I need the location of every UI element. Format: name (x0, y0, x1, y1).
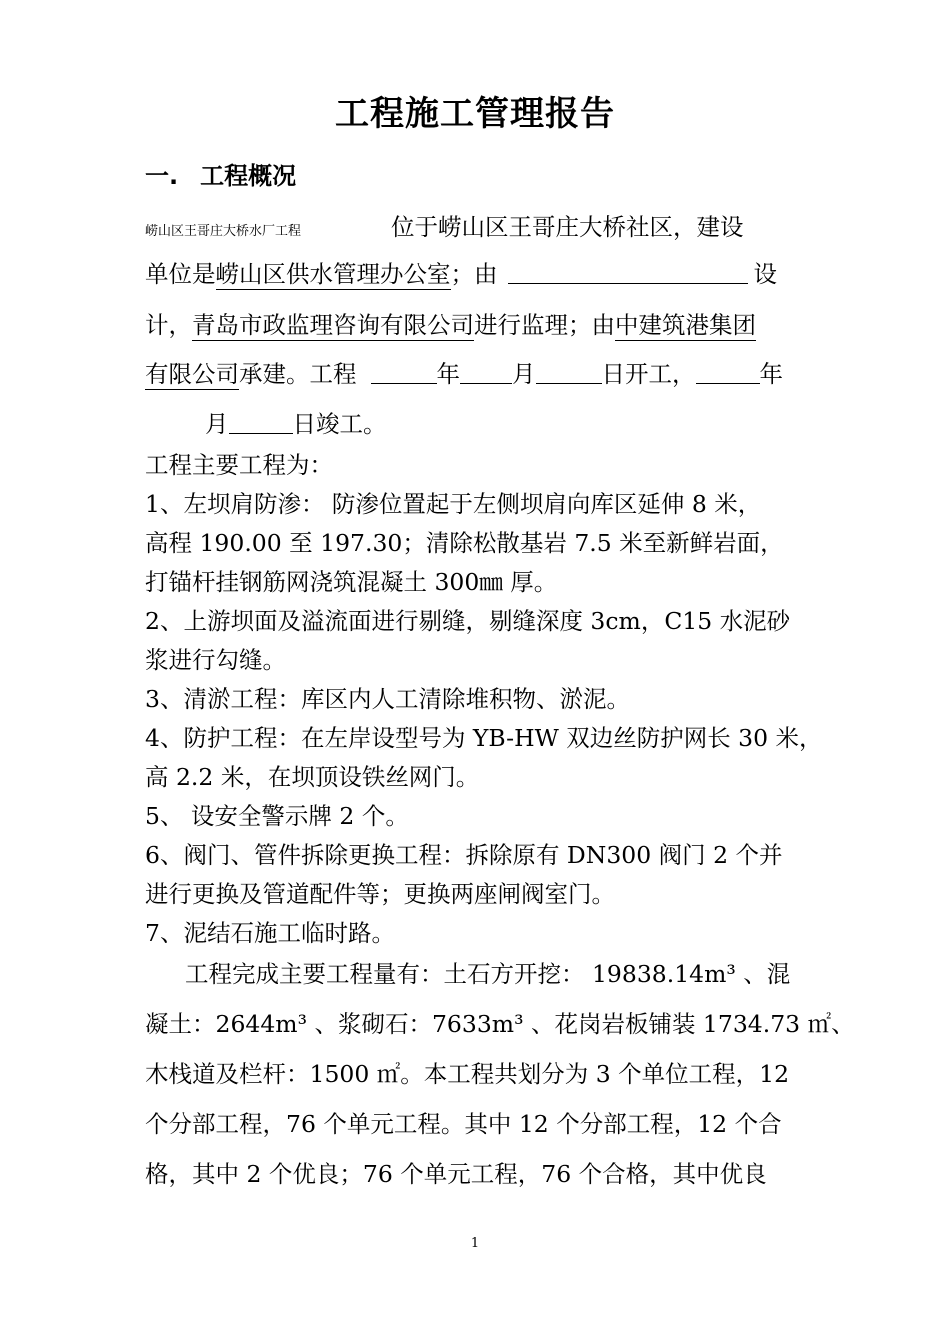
project-location: 位于崂山区王哥庄大桥社区，建设 (391, 213, 744, 241)
section-heading (145, 156, 296, 191)
main-works-line: 打锚杆挂钢筋网浇筑混凝土 300㎜ 厚。 (145, 568, 558, 596)
text-segment: 月 (205, 410, 229, 438)
text-segment: 年 (436, 360, 460, 388)
text-segment: 单位是 (145, 260, 216, 288)
section-label: 工程概况 (200, 162, 297, 190)
text-segment: ；由 (450, 260, 498, 288)
text-segment: 承建。工程 (239, 360, 357, 388)
main-works-line: 浆进行勾缝。 (145, 646, 286, 674)
page-title: 工程施工管理报告 (335, 94, 615, 134)
main-works-line: 进行更换及管道配件等；更换两座闸阀室门。 (145, 880, 615, 908)
owner-name: 崂山区供水管理办公室 (215, 260, 451, 288)
builder-name: 中建筑港集团 (615, 311, 756, 339)
start-month-blank (460, 359, 512, 384)
text-segment: 日竣工。 (292, 410, 387, 438)
end-month-blank (229, 409, 293, 434)
quantities-line: 凝土：2644m³ 、浆砌石：7633m³ 、花岗岩板铺装 1734.73 ㎡、 (145, 1010, 855, 1038)
quantities-line: 个分部工程，76 个单元工程。其中 12 个分部工程，12 个合 (145, 1110, 782, 1138)
section-number: 一. (145, 162, 179, 190)
main-works-line: 3、清淤工程：库区内人工清除堆积物、淤泥。 (145, 685, 630, 713)
text-segment: 进行监理；由 (474, 311, 615, 339)
main-works-line: 7、泥结石施工临时路。 (145, 919, 395, 947)
text-segment: 日开工， (601, 360, 696, 388)
quantities-line: 木栈道及栏杆：1500 ㎡。本工程共划分为 3 个单位工程，12 (145, 1060, 790, 1088)
page-number: 1 (470, 1236, 480, 1251)
overview-line-3 (145, 309, 756, 341)
designer-blank (508, 259, 748, 284)
main-works-line: 2、上游坝面及溢流面进行剔缝，剔缝深度 3cm，C15 水泥砂 (145, 607, 791, 635)
main-works-line: 1、左坝肩防渗： 防渗位置起于左侧坝肩向库区延伸 8 米， (145, 490, 762, 518)
text-segment: 设 (753, 260, 777, 288)
start-day-blank (536, 359, 602, 384)
main-works-line: 高 2.2 米，在坝顶设铁丝网门。 (145, 763, 480, 791)
builder-name-cont: 有限公司 (145, 360, 239, 388)
text-segment: 月 (512, 360, 536, 388)
overview-line-4 (145, 358, 783, 390)
overview-line-2 (145, 258, 777, 290)
quantities-line: 格，其中 2 个优良；76 个单元工程，76 个合格，其中优良 (145, 1160, 767, 1188)
main-works-line: 高程 190.00 至 197.30；清除松散基岩 7.5 米至新鲜岩面， (145, 529, 784, 557)
quantities-line: 工程完成主要工程量有：土石方开挖： 19838.14m³ 、混 (185, 960, 791, 988)
overview-line-1 (145, 211, 744, 248)
start-year-blank (371, 359, 437, 384)
main-works-line: 5、 设安全警示牌 2 个。 (145, 802, 409, 830)
text-segment: 年 (759, 360, 783, 388)
end-year-blank (696, 359, 760, 384)
main-works-line: 6、阀门、管件拆除更换工程：拆除原有 DN300 阀门 2 个并 (145, 841, 783, 869)
project-name: 崂山区王哥庄大桥水厂工程 (145, 224, 302, 239)
overview-line-5 (205, 408, 387, 440)
supervisor-name: 青岛市政监理咨询有限公司 (192, 311, 474, 339)
text-segment: 计， (145, 311, 192, 339)
main-works-label: 工程主要工程为： (145, 451, 333, 479)
main-works-line: 4、防护工程：在左岸设型号为 YB-HW 双边丝防护网长 30 米， (145, 724, 823, 752)
